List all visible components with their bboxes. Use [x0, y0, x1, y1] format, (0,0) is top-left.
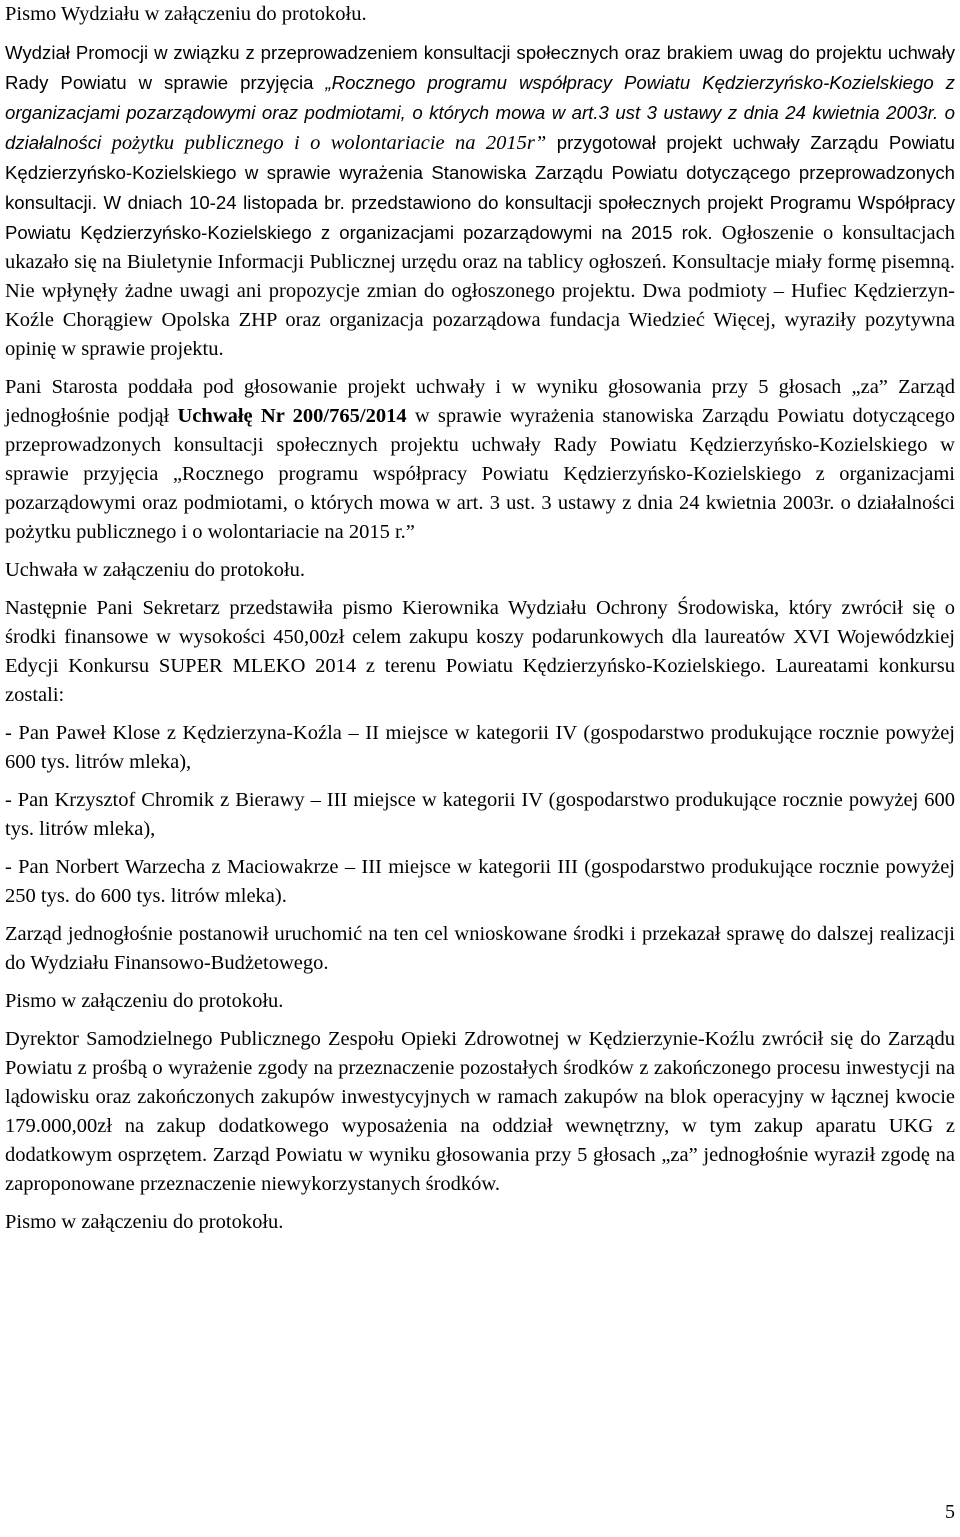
document-page — [5, 0, 955, 1246]
paragraph-promotion-body: przygotował projekt uchwały Zarządu Powiatu Kędzierzyńsko-Kozielskiego w sprawie wyrażenia Stanowiska Zarządu Powiatu dotyczącego przeprowadzonych konsultacji. W dniach 10-24 listopada br. przedstawiono do konsultacji społecznych projekt Programu Współpracy Powiatu Kędzierzyńsko-Kozielskiego z organizacjami pozarządowymi na 2015 rok. — [5, 132, 956, 243]
program-title-italic-end: pożytku publicznego i o wolontariacie na 2015r” — [111, 132, 547, 154]
vote-body: w sprawie wyrażenia stanowiska Zarządu Powiatu dotyczącego przeprowadzonych konsultacji społecznych projektu uchwały Rady Powiatu Kędzierzyńsko-Kozielskiego w sprawie przyjęcia „Rocznego programu współpracy Powiatu Kędzierzyńsko-Kozielskiego z organizacjami pozarządowymi oraz podmiotami, o których mowa w art. 3 ust. 3 ustawy z dnia 24 kwietnia 2003r. o działalności pożytku publicznego i o wolontariacie na 2015 r.” — [5, 405, 955, 543]
attachment-note-3: Pismo w załączeniu do protokołu. — [5, 1211, 284, 1233]
page-number: 5 — [945, 1501, 955, 1523]
paragraph-director-request: Dyrektor Samodzielnego Publicznego Zespołu Opieki Zdrowotnej w Kędzierzynie-Koźlu zwrócił się do Zarządu Powiatu z prośbą o wyrażenie zgody na przeznaczenie pozostałych środków z zakończonego procesu inwestycji na lądowisku oraz zakończonych zakupów inwestycyjnych w ramach zakupów na blok operacyjny w łącznej kwocie 179.000,00zł na zakup dodatkowego wyposażenia na oddział wewnętrzny, w tym zakup aparatu UKG z dodatkowym osprzętem. Zarząd Powiatu w wyniku głosowania przy 5 głosach „za” jednogłośnie wyraził zgodę na zaproponowane przeznaczenie niewykorzystanych środków. — [5, 1028, 955, 1195]
paragraph-board-decision: Zarząd jednogłośnie postanowił uruchomić na ten cel wnioskowane środki i przekazał sprawę do dalszej realizacji do Wydziału Finansowo-Budżetowego. — [5, 923, 955, 974]
laureate-item: - Pan Norbert Warzecha z Maciowakrze – III miejsce w kategorii III (gospodarstwo produkujące rocznie powyżej 250 tys. do 600 tys. litrów mleka). — [5, 856, 955, 907]
resolution-attachment-note: Uchwała w załączeniu do protokołu. — [5, 559, 305, 581]
paragraph-promotion-department — [5, 38, 955, 364]
laureate-item: - Pan Paweł Klose z Kędzierzyna-Koźla – II miejsce w kategorii IV (gospodarstwo produkujące rocznie powyżej 600 tys. litrów mleka), — [5, 722, 955, 773]
vote-intro: Pani Starosta poddała pod głosowanie projekt uchwały i w wyniku głosowania przy 5 głosach „za” Zarząd jednogłośnie podjął — [5, 376, 955, 427]
resolution-number: Uchwałę Nr 200/765/2014 — [177, 405, 407, 427]
program-title-italic: „Rocznego programu współpracy Powiatu Kędzierzyńsko-Kozielskiego z organizacjami pozarządowymi oraz podmiotami, o których mowa w art.3 ust 3 ustawy z dnia 24 kwietnia 2003r. o działalności — [5, 72, 955, 153]
paragraph-promotion-tail: Ogłoszenie o konsultacjach ukazało się na Biuletynie Informacji Publicznej urzędu oraz na tablicy ogłoszeń. Konsultacje miały formę pisemną. Nie wpłynęły żadne uwagi ani propozycje zmian do ogłoszonego projektu. Dwa podmioty – Hufiec Kędzierzyn-Koźle Chorągiew Opolska ZHP oraz organizacja pozarządowa fundacja Wiedzieć Więcej, wyraziły pozytywna opinię w sprawie projektu. — [5, 222, 955, 360]
paragraph-vote-resolution — [5, 373, 955, 547]
attachment-note-1: Pismo Wydziału w załączeniu do protokołu. — [5, 3, 367, 25]
paragraph-secretary-request: Następnie Pani Sekretarz przedstawiła pismo Kierownika Wydziału Ochrony Środowiska, który zwrócił się o środki finansowe w wysokości 450,00zł celem zakupu koszy podarunkowych dla laureatów XVI Wojewódzkiej Edycji Konkursu SUPER MLEKO 2014 z terenu Powiatu Kędzierzyńsko-Kozielskiego. Laureatami konkursu zostali: — [5, 597, 955, 706]
paragraph-promotion-intro: Wydział Promocji w związku z przeprowadzeniem konsultacji społecznych oraz brakiem uwag do projektu uchwały Rady Powiatu w sprawie przyjęcia — [5, 42, 955, 93]
laureate-item: - Pan Krzysztof Chromik z Bierawy – III miejsce w kategorii IV (gospodarstwo produkujące rocznie powyżej 600 tys. litrów mleka), — [5, 789, 955, 840]
attachment-note-2: Pismo w załączeniu do protokołu. — [5, 990, 284, 1012]
